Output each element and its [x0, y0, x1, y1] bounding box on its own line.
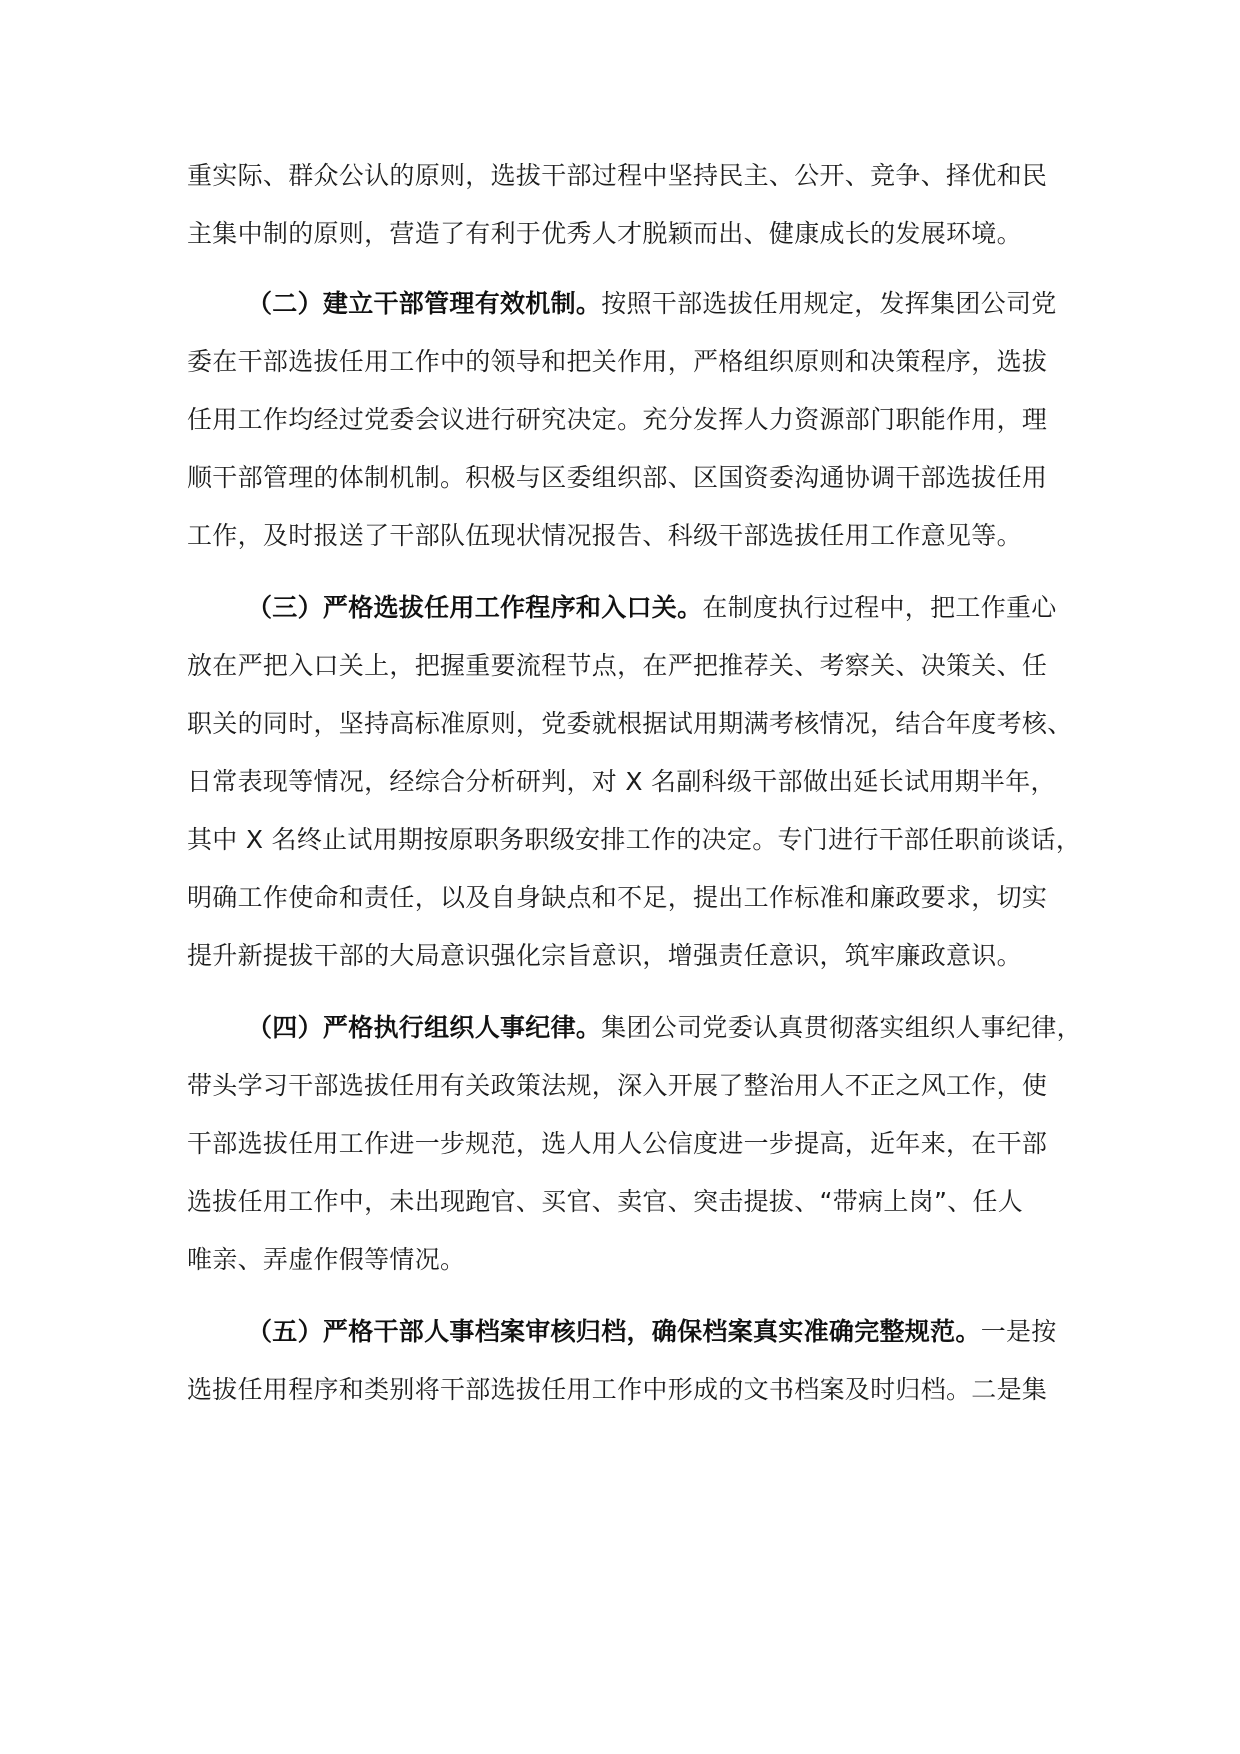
- text-line: 顺干部管理的体制机制。积极与区委组织部、区国资委沟通协调干部选拔任用: [187, 463, 1048, 492]
- text-line: 提升新提拔干部的大局意识强化宗旨意识，增强责任意识，筑牢廉政意识。: [187, 941, 1022, 970]
- text-line: 重实际、群众公认的原则，选拔干部过程中坚持民主、公开、竞争、择优和民: [187, 161, 1048, 190]
- text-line: 任用工作均经过党委会议进行研究决定。充分发挥人力资源部门职能作用，理: [187, 405, 1048, 434]
- text-line: 选拔任用程序和类别将干部选拔任用工作中形成的文书档案及时归档。二是集: [187, 1375, 1048, 1404]
- paragraph-first-line: [247, 1314, 1057, 1350]
- text-line: 放在严把入口关上，把握重要流程节点，在严把推荐关、考察关、决策关、任: [187, 651, 1048, 680]
- text-line: 其中 X 名终止试用期按原职务职级安排工作的决定。专门进行干部任职前谈话，: [187, 825, 1082, 854]
- text-line: 委在干部选拔任用工作中的领导和把关作用，严格组织原则和决策程序，选拔: [187, 347, 1048, 376]
- section-heading: （三）严格选拔任用工作程序和入口关。: [247, 593, 703, 622]
- text-line: 唯亲、弄虚作假等情况。: [187, 1245, 466, 1274]
- text-line: 明确工作使命和责任，以及自身缺点和不足，提出工作标准和廉政要求，切实: [187, 883, 1048, 912]
- paragraph-first-line: [247, 590, 1057, 626]
- text-line: 工作，及时报送了干部队伍现状情况报告、科级干部选拔任用工作意见等。: [187, 521, 1022, 550]
- text-line: 日常表现等情况，经综合分析研判，对 X 名副科级干部做出延长试用期半年，: [187, 767, 1056, 796]
- section-heading: （二）建立干部管理有效机制。: [247, 289, 602, 318]
- text-line: 选拔任用工作中，未出现跑官、买官、卖官、突击提拔、“带病上岗”、任人: [187, 1187, 1024, 1216]
- paragraph-first-line: [247, 286, 1057, 322]
- text-line: 职关的同时，坚持高标准原则，党委就根据试用期满考核情况，结合年度考核、: [187, 709, 1073, 738]
- paragraph-text: 在制度执行过程中，把工作重心: [702, 593, 1057, 622]
- text-line: 带头学习干部选拔任用有关政策法规，深入开展了整治用人不正之风工作，使: [187, 1071, 1048, 1100]
- paragraph-text: 集团公司党委认真贯彻落实组织人事纪律，: [601, 1013, 1082, 1042]
- paragraph-text: 一是按: [980, 1317, 1057, 1346]
- text-line: 干部选拔任用工作进一步规范，选人用人公信度进一步提高，近年来，在干部: [187, 1129, 1048, 1158]
- text-line: 主集中制的原则，营造了有利于优秀人才脱颖而出、健康成长的发展环境。: [187, 219, 1022, 248]
- paragraph-text: 按照干部选拔任用规定，发挥集团公司党: [601, 289, 1057, 318]
- paragraph-first-line: [247, 1010, 1082, 1046]
- section-heading: （五）严格干部人事档案审核归档，确保档案真实准确完整规范。: [247, 1317, 981, 1346]
- section-heading: （四）严格执行组织人事纪律。: [247, 1013, 602, 1042]
